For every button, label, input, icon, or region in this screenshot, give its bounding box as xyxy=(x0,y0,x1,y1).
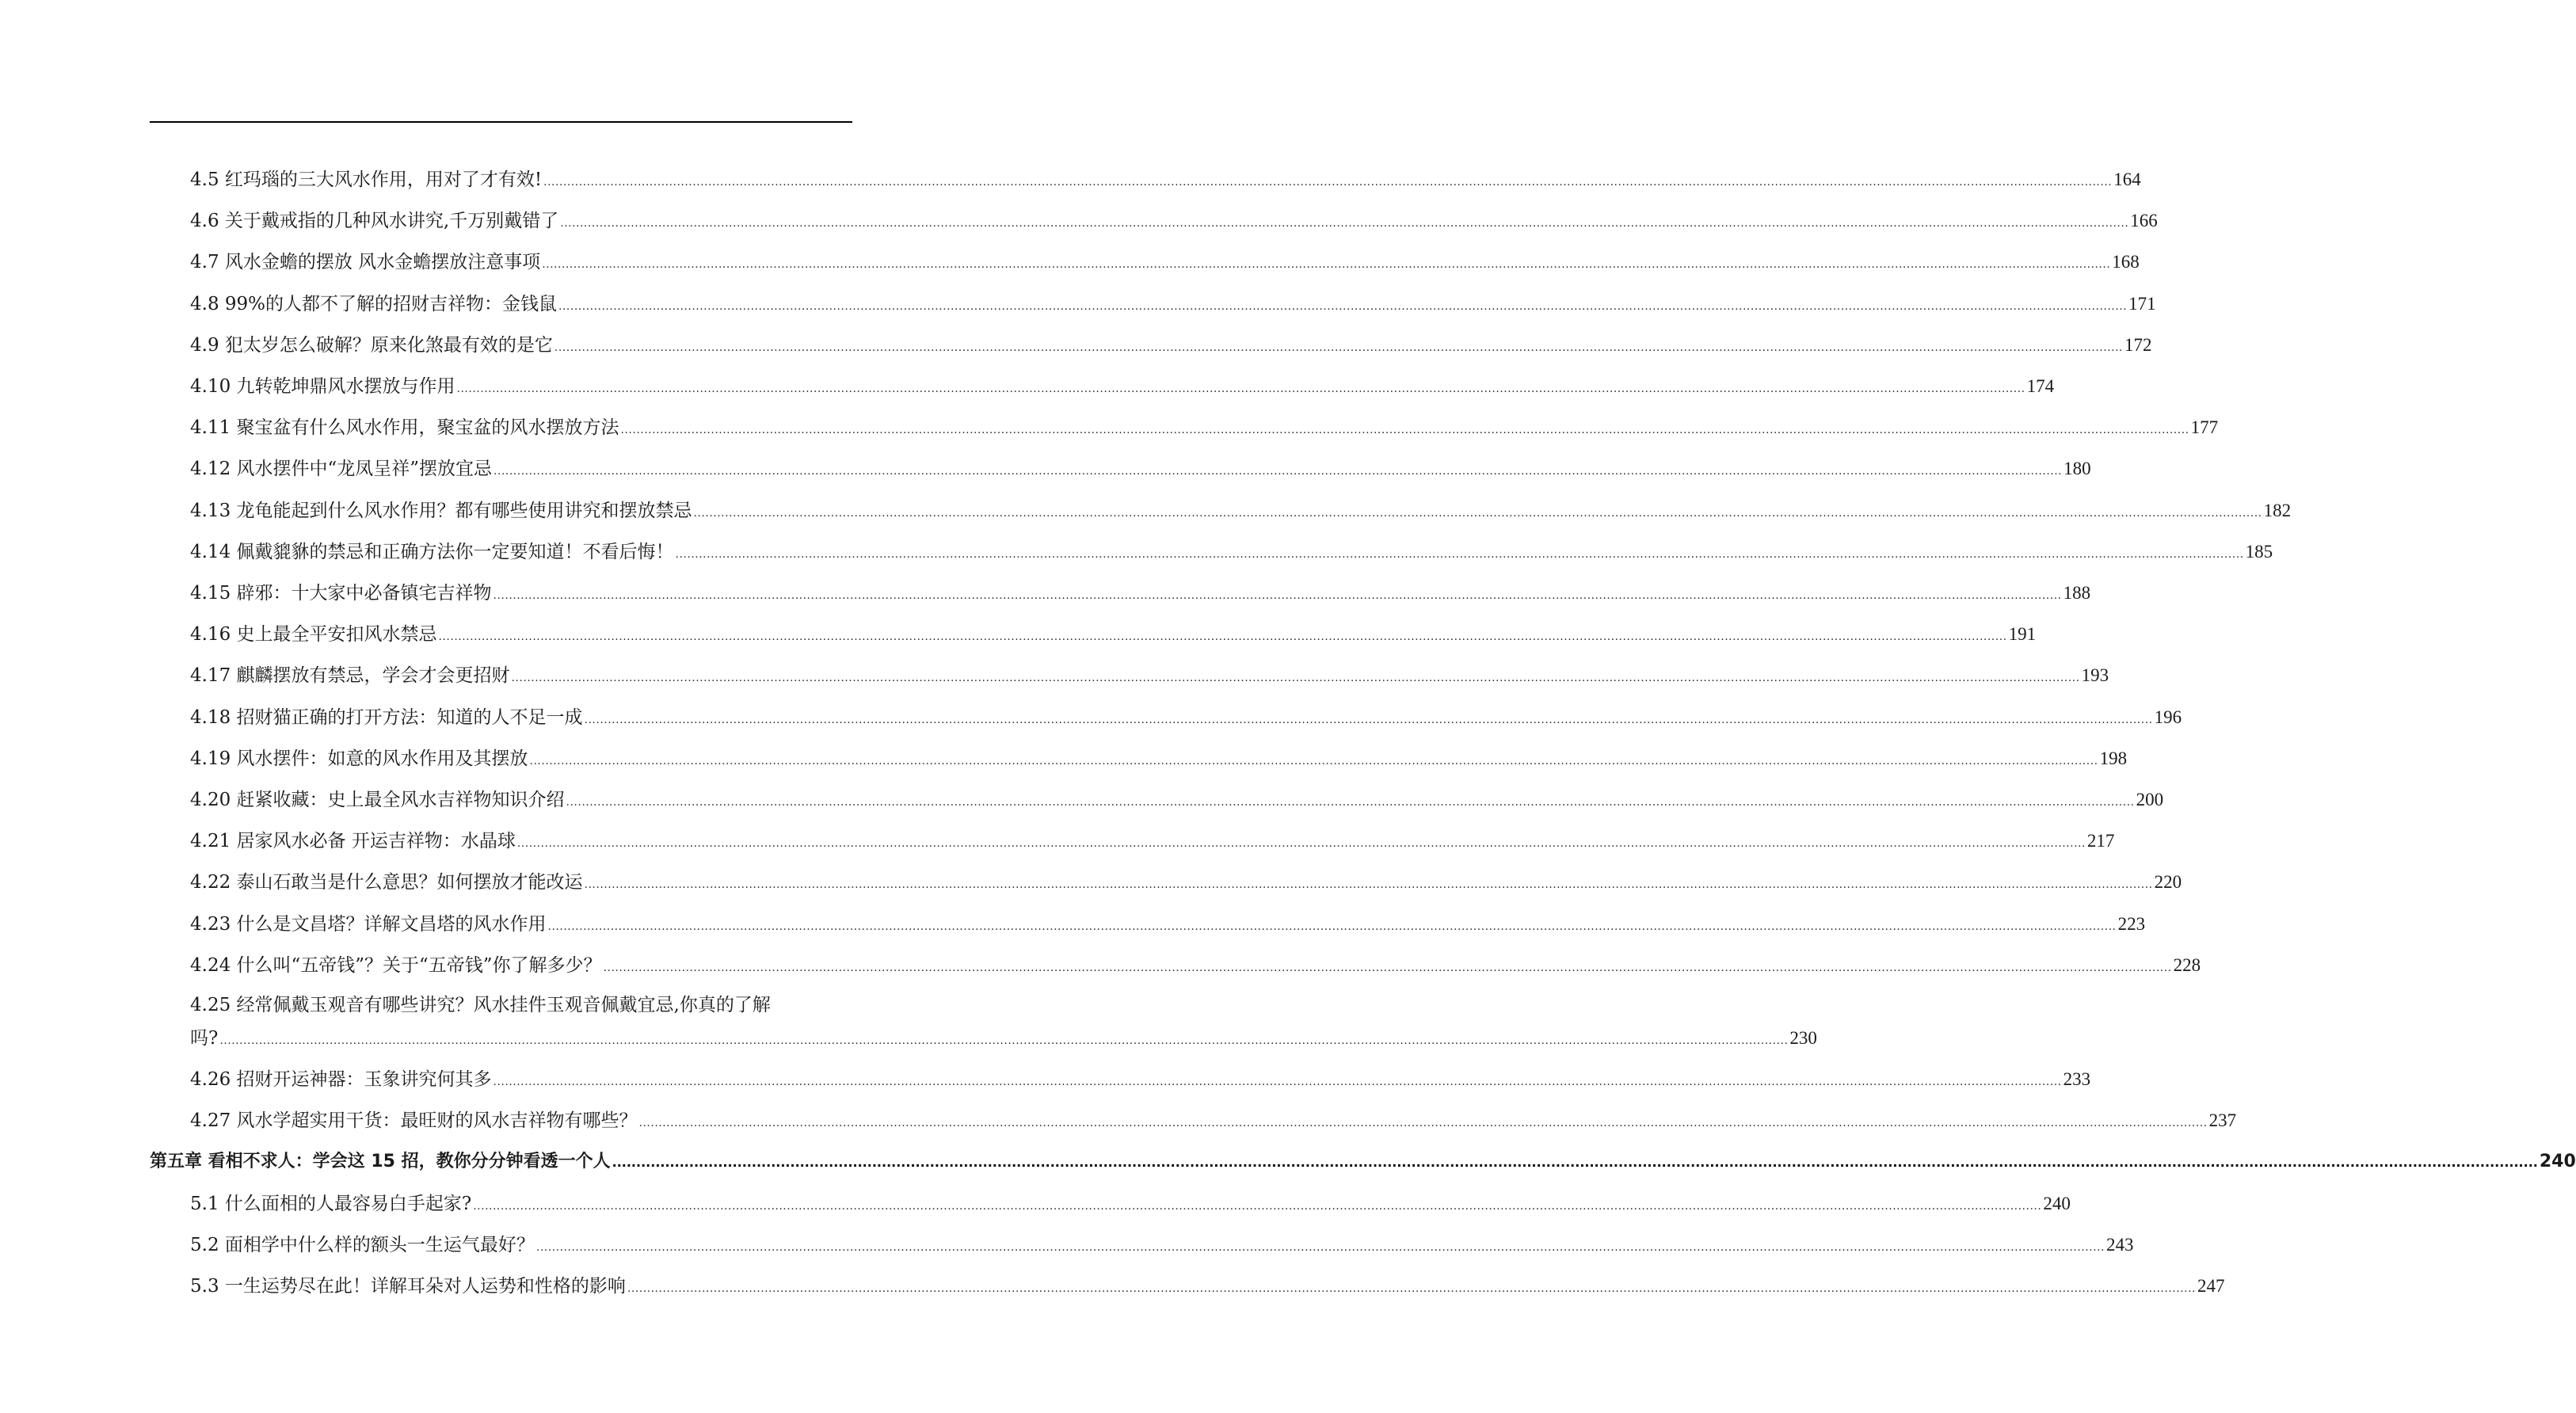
dot-leader: ................................................................................................................................................................................................................................................................................................................................................................................................................ xyxy=(547,920,2117,933)
toc-entry[interactable] xyxy=(190,622,2037,649)
toc-entry[interactable] xyxy=(190,870,2182,897)
toc-entry-page: 247 xyxy=(2197,1276,2225,1296)
toc-entry[interactable] xyxy=(190,1232,2134,1260)
dot-leader: ................................................................................................................................................................................................................................................................................................................................................................................................................ xyxy=(438,630,2007,644)
toc-entry-title: 5.1 什么面相的人最容易白手起家? xyxy=(190,1193,472,1214)
toc-entry[interactable] xyxy=(190,663,2109,691)
toc-entry-title: 第五章 看相不求人：学会这 15 招，教你分分钟看透一个人 xyxy=(150,1152,611,1172)
toc-entry-title: 4.9 犯太岁怎么破解？原来化煞最有效的是它 xyxy=(190,334,553,356)
toc-entry-wrapped[interactable] xyxy=(190,992,1817,1053)
toc-entry-page: 171 xyxy=(2128,293,2156,314)
toc-entry[interactable] xyxy=(190,167,2141,195)
toc-entry-page: 233 xyxy=(2063,1069,2091,1089)
toc-chapter-entry[interactable] xyxy=(150,1149,2576,1175)
toc-entry[interactable] xyxy=(190,249,2140,277)
toc-entry[interactable] xyxy=(190,291,2156,319)
dot-leader: ................................................................................................................................................................................................................................................................................................................................................................................................................ xyxy=(675,547,2244,561)
toc-entry-page: 188 xyxy=(2063,583,2091,603)
dot-leader: ................................................................................................................................................................................................................................................................................................................................................................................................................ xyxy=(638,1117,2208,1130)
toc-entry-title: 4.5 红玛瑙的三大风水作用，用对了才有效! xyxy=(190,169,543,190)
toc-entry[interactable] xyxy=(190,1108,2237,1136)
toc-entry[interactable] xyxy=(190,705,2182,733)
dot-leader: ................................................................................................................................................................................................................................................................................................................................................................................................................ xyxy=(535,1240,2105,1254)
dot-leader: ................................................................................................................................................................................................................................................................................................................................................................................................................ xyxy=(493,589,2062,602)
toc-entry-title: 4.7 风水金蟾的摆放 风水金蟾摆放注意事项 xyxy=(190,252,541,273)
toc-entry[interactable] xyxy=(190,1274,2225,1301)
dot-leader: ................................................................................................................................................................................................................................................................................................................................................................................................................ xyxy=(558,299,2128,313)
toc-entry-title: 4.6 关于戴戒指的几种风水讲究,千万别戴错了 xyxy=(190,211,559,232)
dot-leader: ................................................................................................................................................................................................................................................................................................................................................................................................................ xyxy=(693,506,2262,520)
dot-leader: ................................................................................................................................................................................................................................................................................................................................................................................................................ xyxy=(456,383,2025,395)
toc-entry-title: 4.23 什么是文昌塔？详解文昌塔的风水作用 xyxy=(190,913,547,935)
toc-entry-title: 4.11 聚宝盆有什么风水作用，聚宝盆的风水摆放方法 xyxy=(190,417,619,439)
dot-leader: ................................................................................................................................................................................................................................................................................................................................................................................................................ xyxy=(516,837,2086,851)
dot-leader: ................................................................................................................................................................................................................................................................................................................................................................................................................ xyxy=(493,1076,2062,1088)
toc-entry[interactable] xyxy=(190,581,2091,608)
toc-entry-page: 196 xyxy=(2154,706,2182,727)
toc-entry-page: 198 xyxy=(2099,748,2128,768)
toc-entry[interactable] xyxy=(190,374,2055,402)
dot-leader: ................................................................................................................................................................................................................................................................................................................................................................................................................ xyxy=(584,713,2153,726)
toc-entry-title: 4.16 史上最全平安扣风水禁忌 xyxy=(190,624,437,646)
toc-entry-page: 166 xyxy=(2130,211,2158,231)
toc-entry-title: 4.21 居家风水必备 开运吉祥物：水晶球 xyxy=(190,831,516,852)
toc-entry-page: 180 xyxy=(2063,459,2091,479)
dot-leader: ................................................................................................................................................................................................................................................................................................................................................................................................................ xyxy=(543,176,2113,189)
toc-entry-page: 174 xyxy=(2026,376,2055,396)
dot-leader: ................................................................................................................................................................................................................................................................................................................................................................................................................ xyxy=(473,1199,2042,1213)
toc-entry[interactable] xyxy=(190,333,2152,360)
toc-entry-title: 4.15 辟邪：十大家中必备镇宅吉祥物 xyxy=(190,583,492,604)
toc-entry-page: 240 xyxy=(2539,1152,2576,1172)
dot-leader: ................................................................................................................................................................................................................................................................................................................................................................................................................ xyxy=(584,878,2153,892)
dot-leader: ................................................................................................................................................................................................................................................................................................................................................................................................................ xyxy=(566,796,2135,809)
toc-entry[interactable] xyxy=(190,828,2115,856)
toc-entry-page: 168 xyxy=(2112,252,2140,272)
toc-entry-title: 4.12 风水摆件中“龙凤呈祥”摆放宜忌 xyxy=(190,459,493,480)
toc-entry-page: 172 xyxy=(2124,334,2152,355)
toc-entry-page: 177 xyxy=(2190,417,2219,438)
toc-entry-title-continued: 吗? xyxy=(190,1028,219,1049)
toc-entry[interactable] xyxy=(190,456,2091,484)
toc-entry-title: 4.19 风水摆件：如意的风水作用及其摆放 xyxy=(190,748,528,769)
toc-entry-title: 4.17 麒麟摆放有禁忌，学会才会更招财 xyxy=(190,665,510,687)
toc-entry-page: 191 xyxy=(2008,624,2037,645)
dot-leader: ................................................................................................................................................................................................................................................................................................................................................................................................................ xyxy=(612,1155,2538,1171)
toc-entry-title: 4.14 佩戴貔貅的禁忌和正确方法你一定要知道！不看后悔！ xyxy=(190,541,674,562)
toc-entry[interactable] xyxy=(190,746,2128,774)
toc-entry[interactable] xyxy=(190,498,2292,526)
toc-entry-page: 243 xyxy=(2105,1234,2134,1255)
toc-entry-page: 237 xyxy=(2208,1110,2237,1131)
dot-leader: ................................................................................................................................................................................................................................................................................................................................................................................................................ xyxy=(493,465,2063,478)
toc-entry-page: 230 xyxy=(1789,1028,1817,1048)
toc-entry-page: 185 xyxy=(2245,541,2273,562)
toc-entry-title: 4.18 招财猫正确的打开方法：知道的人不足一成 xyxy=(190,706,583,728)
toc-entry[interactable] xyxy=(190,912,2146,939)
toc-entry[interactable] xyxy=(190,1067,2091,1095)
toc-entry[interactable] xyxy=(190,208,2158,236)
toc-entry[interactable] xyxy=(190,953,2201,981)
toc-entry-page: 220 xyxy=(2154,872,2182,893)
toc-entry-title: 4.13 龙龟能起到什么风水作用？都有哪些使用讲究和摆放禁忌 xyxy=(190,500,692,521)
dot-leader: ................................................................................................................................................................................................................................................................................................................................................................................................................ xyxy=(554,341,2123,354)
toc-entry-title: 4.22 泰山石敢当是什么意思？如何摆放才能改运 xyxy=(190,872,583,893)
toc-entry-page: 228 xyxy=(2173,954,2201,975)
toc-entry[interactable] xyxy=(190,539,2273,567)
toc-entry-title: 4.24 什么叫“五帝钱”？关于“五帝钱”你了解多少？ xyxy=(190,954,602,976)
toc-entry-title: 4.8 99%的人都不了解的招财吉祥物：金钱鼠 xyxy=(190,293,558,314)
toc-entry[interactable] xyxy=(190,1191,2071,1219)
toc-entry-page: 217 xyxy=(2086,831,2115,851)
dot-leader: ................................................................................................................................................................................................................................................................................................................................................................................................................ xyxy=(620,424,2189,437)
toc-entry-page: 200 xyxy=(2136,790,2164,809)
dot-leader: ................................................................................................................................................................................................................................................................................................................................................................................................................ xyxy=(627,1282,2196,1295)
toc-entry-page: 164 xyxy=(2113,169,2141,189)
dot-leader: ................................................................................................................................................................................................................................................................................................................................................................................................................ xyxy=(219,1034,1789,1047)
toc-entry-title: 4.27 风水学超实用干货：最旺财的风水吉祥物有哪些？ xyxy=(190,1110,638,1132)
toc-entry-title: 4.25 经常佩戴玉观音有哪些讲究？风水挂件玉观音佩戴宜忌,你真的了解 xyxy=(190,995,771,1015)
toc-entry-title: 4.10 九转乾坤鼎风水摆放与作用 xyxy=(190,376,455,397)
toc-entry-title: 4.20 赶紧收藏：史上最全风水吉祥物知识介绍 xyxy=(190,790,565,810)
dot-leader: ................................................................................................................................................................................................................................................................................................................................................................................................................ xyxy=(603,961,2172,974)
toc-entry-page: 193 xyxy=(2081,665,2109,686)
toc-entry-title: 5.3 一生运势尽在此！详解耳朵对人运势和性格的影响 xyxy=(190,1276,626,1297)
dot-leader: ................................................................................................................................................................................................................................................................................................................................................................................................................ xyxy=(560,217,2129,230)
toc-entry-title: 4.26 招财开运神器：玉象讲究何其多 xyxy=(190,1069,492,1090)
toc-entry-page: 223 xyxy=(2117,913,2146,934)
toc-entry-page: 182 xyxy=(2263,500,2292,520)
toc-entry[interactable] xyxy=(190,415,2219,443)
dot-leader: ................................................................................................................................................................................................................................................................................................................................................................................................................ xyxy=(542,258,2111,272)
dot-leader: ................................................................................................................................................................................................................................................................................................................................................................................................................ xyxy=(511,672,2080,685)
toc-entry-title: 5.2 面相学中什么样的额头一生运气最好？ xyxy=(190,1234,535,1255)
dot-leader: ................................................................................................................................................................................................................................................................................................................................................................................................................ xyxy=(529,754,2098,767)
toc-entry-page: 240 xyxy=(2043,1193,2071,1213)
toc-entry[interactable] xyxy=(190,787,2164,815)
